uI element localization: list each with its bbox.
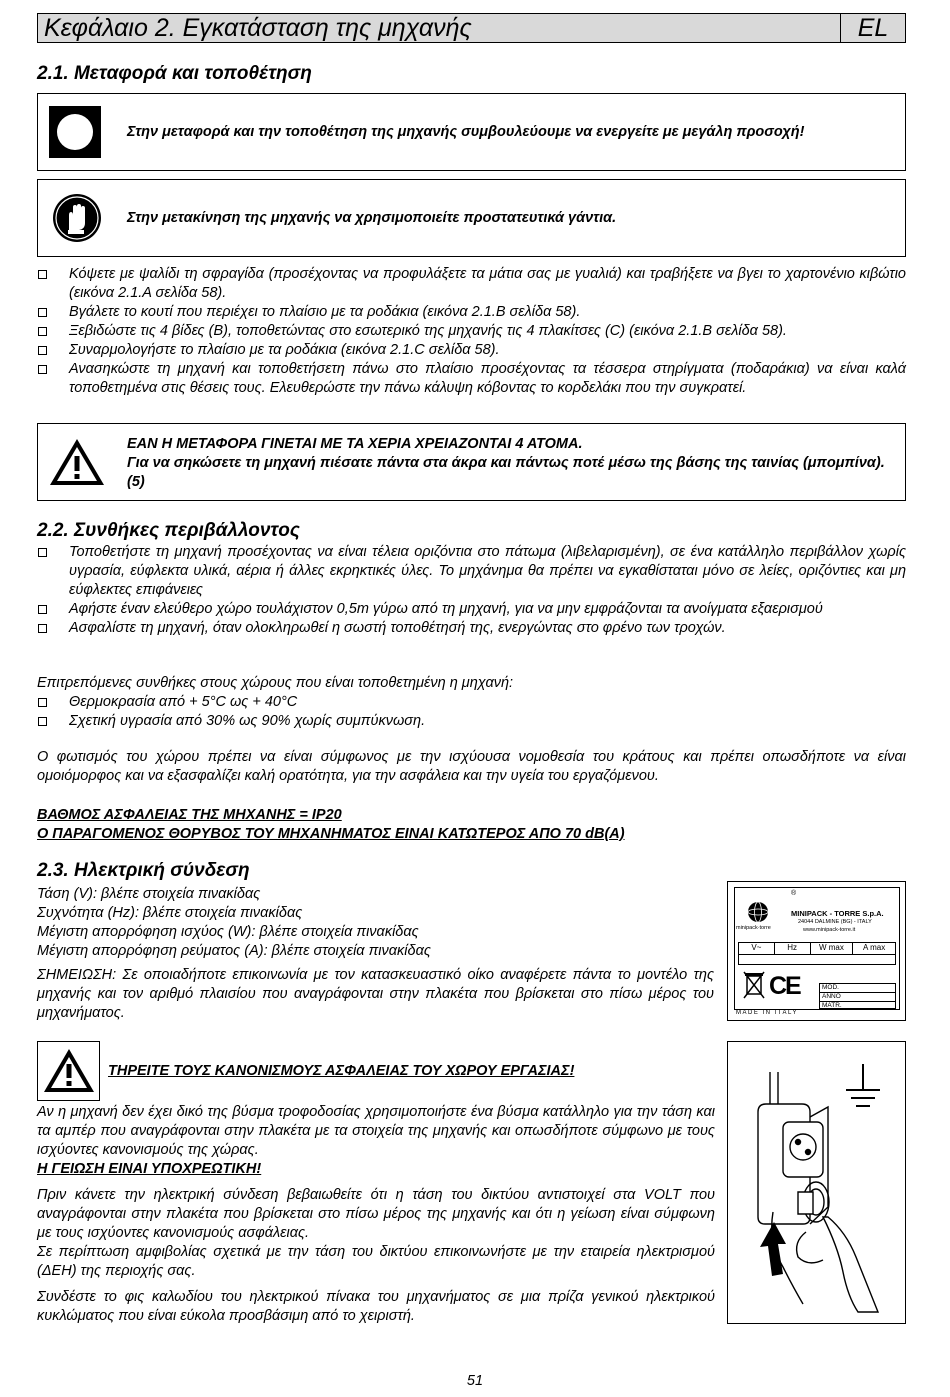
spec-power: Μέγιστη απορρόφηση ισχύος (W): βλέπε στοιχεία πινακίδας bbox=[37, 924, 419, 940]
ground-symbol-icon bbox=[846, 1064, 880, 1106]
noise-level-line: Ο ΠΑΡΑΓΟΜΕΝΟΣ ΘΟΡΥΒΟΣ ΤΟΥ ΜΗΧΑΝΗΜΑΤΟΣ ΕΙΝΑΙ ΚΑΤΩΤΕΡΟΣ ΑΠΟ 70 dB(A) bbox=[37, 826, 625, 842]
plate-address: 24044 DALMINE (BG) - ITALY bbox=[798, 919, 872, 925]
chapter-title: Κεφάλαιο 2. Εγκατάσταση της μηχανής bbox=[44, 14, 472, 42]
list-item-text: Θερμοκρασία από + 5°C ως + 40°C bbox=[69, 694, 298, 710]
electrical-specs bbox=[37, 885, 717, 961]
checkbox-bullet-icon bbox=[38, 270, 47, 279]
up-arrow-icon bbox=[760, 1222, 786, 1276]
plate-company: MINIPACK - TORRE S.p.A. bbox=[791, 909, 884, 918]
list-item bbox=[37, 341, 906, 360]
registered-mark: ® bbox=[791, 890, 797, 897]
list-item-text: Συναρμολογήστε το πλαίσιο με τα ροδάκια (εικόνα 2.1.C σελίδα 58). bbox=[69, 342, 500, 358]
ce-mark: CE bbox=[769, 972, 800, 1000]
list-item bbox=[37, 712, 906, 731]
plate-col-amax: A max bbox=[863, 943, 886, 952]
checkbox-bullet-icon bbox=[38, 698, 47, 707]
list-item bbox=[37, 600, 906, 619]
list-item bbox=[37, 543, 906, 600]
conditions-intro: Επιτρεπόμενες συνθήκες στους χώρους που είναι τοποθετημένη η μηχανή: bbox=[37, 675, 514, 691]
checkbox-bullet-icon bbox=[38, 624, 47, 633]
caution-text-gloves: Στην μετακίνηση της μηχανής να χρησιμοποιείτε προστατευτικά γάντια. bbox=[127, 210, 617, 226]
list-item-text: Ασφαλίστε τη μηχανή, όταν ολοκληρωθεί η σωστή τοποθέτησή της, ενεργώντας στο φρένο των τροχών. bbox=[69, 620, 726, 636]
list-item-text: Ανασηκώστε τη μηχανή και τοποθετήσετη πάνω στο πλαίσιο προσέχοντας τα τέσσερα στηρίγματα (ποδαράκια) να είναι καλά τοποθετημένα στις θέσεις τους. Ελευθερώστε την πάνω κάλυψη κόβοντας το κορδελάκι που την συγκρατεί. bbox=[69, 361, 906, 396]
spec-voltage: Τάση (V): βλέπε στοιχεία πινακίδας bbox=[37, 886, 261, 902]
plate-model: MOD. bbox=[820, 984, 895, 993]
plug-and-socket-drawing bbox=[728, 1042, 905, 1323]
ip-rating-line: ΒΑΘΜΟΣ ΑΣΦΑΛΕΙΑΣ ΤΗΣ ΜΗΧΑΝΗΣ = IP20 bbox=[37, 807, 342, 823]
spec-frequency: Συχνότητα (Hz): βλέπε στοιχεία πινακίδας bbox=[37, 905, 303, 921]
checkbox-bullet-icon bbox=[38, 605, 47, 614]
warning-text-lifting bbox=[127, 435, 897, 492]
mandatory-attention-icon bbox=[49, 106, 101, 158]
plate-serial: MATR. bbox=[822, 1002, 842, 1009]
plate-model-box bbox=[819, 983, 896, 1009]
minipack-logo bbox=[738, 898, 778, 938]
made-in-italy: MADE IN ITALY bbox=[736, 1010, 798, 1016]
language-code: EL bbox=[840, 14, 905, 42]
caution-text-transport: Στην μεταφορά και την τοποθέτηση της μηχανής συμβουλεύουμε να ενεργείτε με μεγάλη προσοχή! bbox=[127, 124, 805, 140]
unpacking-steps-list bbox=[37, 265, 906, 398]
section-heading-2-1: 2.1. Μεταφορά και τοποθέτηση bbox=[37, 63, 312, 84]
list-item-text: Ξεβιδώστε τις 4 βίδες (B), τοποθετώντας στο εσωτερικό της μηχανής τις 4 πλακίτσες (C) (εικόνα 2.1.B σελίδα 58). bbox=[69, 323, 787, 339]
rating-plate bbox=[734, 887, 900, 1010]
plate-columns bbox=[738, 942, 896, 955]
warning-triangle-icon bbox=[47, 436, 107, 493]
socket-illustration bbox=[727, 1041, 906, 1324]
checkbox-bullet-icon bbox=[38, 346, 47, 355]
voltage-paragraph: Πριν κάνετε την ηλεκτρική σύνδεση βεβαιωθείτε ότι η τάση του δικτύου αντιστοιχεί στα VOLT που αναγράφονται στην πλακέτα που βρίσκεται στο πίσω μέρος της μηχανής και ότι η γείωση είναι σύμφωνη με τους ισχύοντες κανονισμούς ασφάλειας. bbox=[37, 1187, 715, 1241]
checkbox-bullet-icon bbox=[38, 365, 47, 374]
spec-current: Μέγιστη απορρόφηση ρεύματος (A): βλέπε στοιχεία πινακίδας bbox=[37, 943, 431, 959]
page-number: 51 bbox=[466, 1373, 484, 1389]
plate-col-volt: V~ bbox=[739, 943, 775, 954]
lighting-paragraph: Ο φωτισμός του χώρου πρέπει να είναι σύμφωνος με την ισχύουσα νομοθεσία του κράτους και πρέπει οπωσδήποτε να είναι ομοιόμορφος και να εξασφαλίζει καλή ορατότητα, για την ασφάλεια και την υγεία του εργαζόμενου. bbox=[37, 749, 906, 784]
connect-paragraph: Συνδέστε το φις καλωδίου του ηλεκτρικού πίνακα του μηχανήματος σε μια πρίζα γενικού ηλεκτρικού κυκλώματος που είναι εύκολα προσβάσιμη από το χειριστή. bbox=[37, 1289, 715, 1324]
list-item bbox=[37, 265, 906, 303]
plate-col-wmax: W max bbox=[811, 943, 854, 954]
list-item bbox=[37, 619, 906, 638]
caution-box-gloves bbox=[37, 179, 906, 257]
warning-line-1: ΕΑΝ Η ΜΕΤΑΦΟΡΑ ΓΙΝΕΤΑΙ ΜΕ ΤΑ ΧΕΡΙΑ ΧΡΕΙΑΖΟΝΤΑΙ 4 ΑΤΟΜΑ. bbox=[127, 436, 583, 452]
checkbox-bullet-icon bbox=[38, 548, 47, 557]
list-item bbox=[37, 693, 906, 712]
list-item-text: Αφήστε έναν ελεύθερο χώρο τουλάχιστον 0,5m γύρω από τη μηχανή, για να μην εμφράζονται τα ανοίγματα εξαερισμού bbox=[69, 601, 823, 617]
warning-triangle-icon bbox=[42, 1047, 96, 1100]
protective-gloves-icon bbox=[52, 193, 102, 248]
logo-text: minipack·torre bbox=[736, 925, 771, 931]
caution-box-transport bbox=[37, 93, 906, 171]
list-item-text: Βγάλετε το κουτί που περιέχει το πλαίσιο με τα ροδάκια (εικόνα 2.1.B σελίδα 58). bbox=[69, 304, 581, 320]
rating-plate-figure bbox=[727, 881, 906, 1021]
plate-year: ANNO bbox=[820, 993, 895, 1002]
safety-rules-line: ΤΗΡΕΙΤΕ ΤΟΥΣ ΚΑΝΟΝΙΣΜΟΥΣ ΑΣΦΑΛΕΙΑΣ ΤΟΥ ΧΩΡΟΥ ΕΡΓΑΣΙΑΣ! bbox=[108, 1063, 575, 1079]
checkbox-bullet-icon bbox=[38, 327, 47, 336]
section-heading-2-2: 2.2. Συνθήκες περιβάλλοντος bbox=[37, 520, 300, 541]
list-item bbox=[37, 303, 906, 322]
section-heading-2-3: 2.3. Ηλεκτρική σύνδεση bbox=[37, 860, 250, 881]
plate-col-hz: Hz bbox=[775, 943, 811, 954]
warning-box-lifting bbox=[37, 423, 906, 501]
chapter-header bbox=[37, 13, 906, 43]
environment-list bbox=[37, 543, 906, 638]
plate-website: www.minipack-torre.it bbox=[803, 927, 856, 933]
warning-line-2: Για να σηκώσετε τη μηχανή πιέσατε πάντα στα άκρα και πάντως ποτέ μέσω της βάσης της ταινίας (μπομπίνα). (5) bbox=[127, 455, 885, 490]
list-item-text: Τοποθετήστε τη μηχανή προσέχοντας να είναι τέλεια οριζόντια στο πάτωμα (λιβελαρισμένη), σε ένα κατάλληλο περιβάλλον χωρίς υγρασία, εύφλεκτα υλικά, αέρια ή άλλες εκρηκτικές ύλες. Το μηχάνημα θα πρέπει να εγκαθίσταται μόνο σε λείες, οριζόντιες και μη εύφλεκτες επιφάνειες bbox=[69, 544, 906, 598]
list-item bbox=[37, 360, 906, 398]
plate-values-row bbox=[738, 955, 896, 965]
warning-icon-box bbox=[37, 1041, 100, 1101]
conditions-list bbox=[37, 693, 906, 731]
list-item bbox=[37, 322, 906, 341]
checkbox-bullet-icon bbox=[38, 308, 47, 317]
checkbox-bullet-icon bbox=[38, 717, 47, 726]
weee-bin-icon bbox=[742, 970, 766, 1005]
doubt-paragraph: Σε περίπτωση αμφιβολίας σχετικά με την τάση του δικτύου επικοινωνήστε με την εταιρεία ηλεκτρισμού (ΔΕΗ) της περιοχής σας. bbox=[37, 1244, 715, 1279]
serial-note: ΣΗΜΕΙΩΣΗ: Σε οποιαδήποτε επικοινωνία με τον κατασκευαστικό οίκο αναφέρετε πάντα το μοντέλο της μηχανής και τον αριθμό πλαισίου που αναγράφονται στην πλακέτα που βρίσκεται στο πίσω μέρος του μηχανήματος. bbox=[37, 967, 714, 1021]
grounding-line: Η ΓΕΙΩΣΗ ΕΙΝΑΙ ΥΠΟΧΡΕΩΤΙΚΗ! bbox=[37, 1161, 262, 1177]
plug-paragraph: Αν η μηχανή δεν έχει δικό της βύσμα τροφοδοσίας χρησιμοποιήστε ένα βύσμα κατάλληλο για την τάση και τα αμπέρ που αναγράφονται στην πλακέτα με τα στοιχεία της μηχανής και οπωσδήποτε σύμφωνο με τους ισχύοντες κανονισμούς της χώρας. bbox=[37, 1104, 715, 1158]
list-item-text: Κόψετε με ψαλίδι τη σφραγίδα (προσέχοντας να προφυλάξετε τα μάτια σας με γυαλιά) και τραβήξετε να βγει το χαρτονένιο κιβώτιο (εικόνα 2.1.A σελίδα 58). bbox=[69, 266, 906, 301]
list-item-text: Σχετική υγρασία από 30% ως 90% χωρίς συμπύκνωση. bbox=[69, 713, 426, 729]
